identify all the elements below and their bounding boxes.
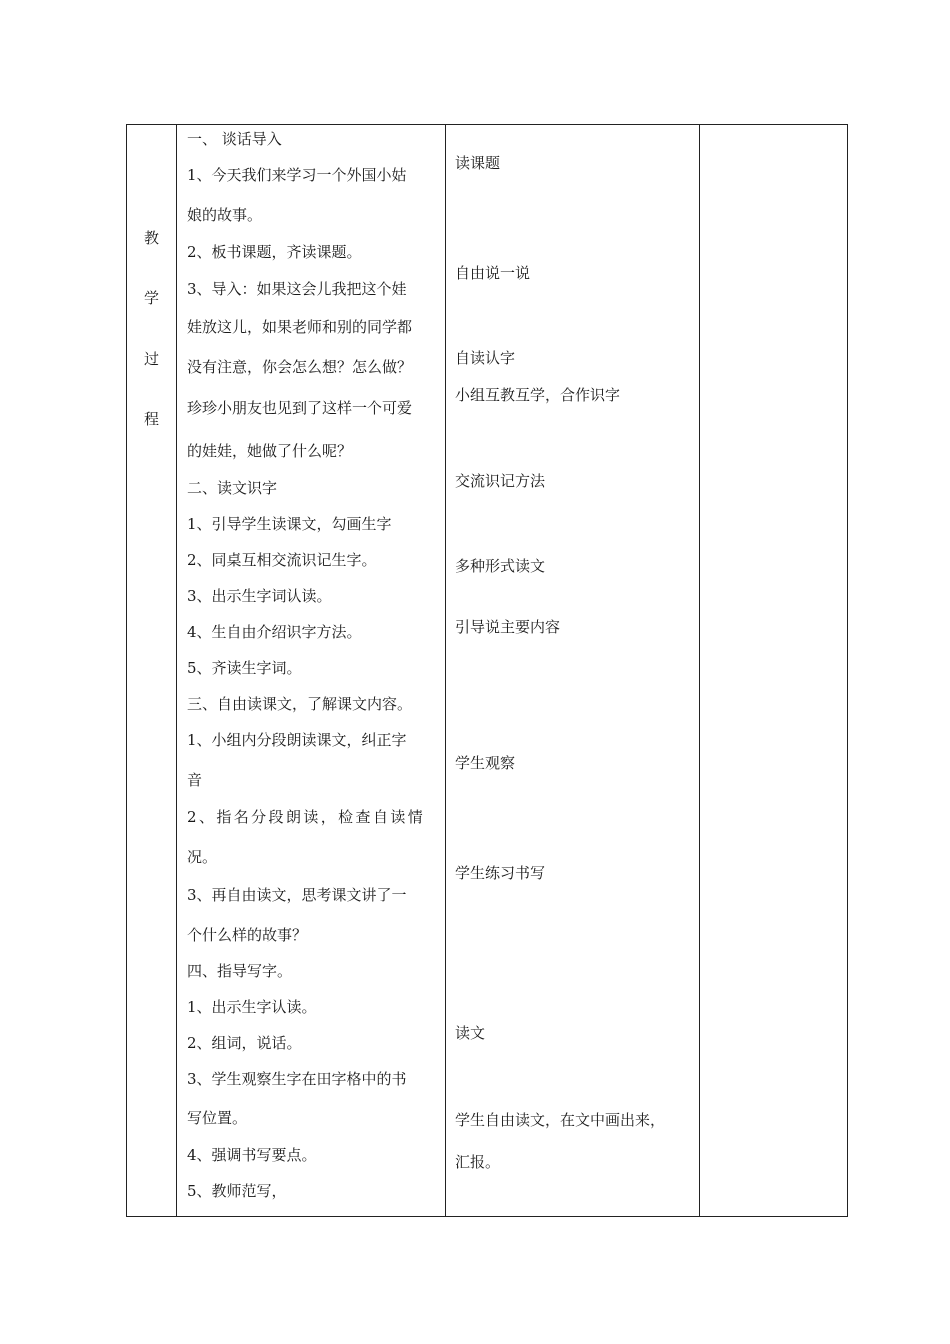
student-line: 读课题: [455, 154, 501, 172]
student-line: 汇报。: [455, 1153, 501, 1171]
student-line: 学生练习书写: [455, 864, 546, 882]
section-label-char: 教: [143, 229, 159, 247]
teacher-line: 二、读文识字: [187, 479, 278, 497]
teacher-line: 4、生自由介绍识字方法。: [187, 623, 362, 641]
teacher-line: 没有注意，你会怎么想？怎么做？: [187, 358, 413, 376]
teacher-line: 个什么样的故事？: [187, 926, 308, 944]
column-divider: [699, 125, 700, 1216]
student-line: 多种形式读文: [455, 557, 546, 575]
teacher-line: 音: [187, 771, 203, 789]
teacher-line: 5、齐读生字词。: [187, 659, 302, 677]
teacher-line: 1、今天我们来学习一个外国小姑: [187, 166, 407, 184]
teacher-line: 1、小组内分段朗读课文，纠正字: [187, 731, 407, 749]
student-line: 引导说主要内容: [455, 618, 561, 636]
section-label-char: 程: [143, 410, 159, 428]
teacher-line: 2、同桌互相交流识记生字。: [187, 551, 377, 569]
teacher-line: 3、学生观察生字在田字格中的书: [187, 1070, 407, 1088]
teacher-line: 四、指导写字。: [187, 962, 293, 980]
teacher-line: 一、 谈话导入: [187, 130, 282, 148]
section-label-char: 过: [143, 350, 159, 368]
student-line: 小组互教互学，合作识字: [455, 386, 621, 404]
teacher-line: 3、导入：如果这会儿我把这个娃: [187, 280, 407, 298]
teacher-line: 2、组词，说话。: [187, 1034, 302, 1052]
teacher-line: 娃放这儿，如果老师和别的同学都: [187, 318, 413, 336]
teacher-line: 况。: [187, 848, 218, 866]
teacher-line: 4、强调书写要点。: [187, 1146, 317, 1164]
teacher-line: 3、再自由读文，思考课文讲了一: [187, 886, 407, 904]
student-line: 学生自由读文，在文中画出来，: [455, 1111, 666, 1129]
column-divider: [176, 125, 177, 1216]
lesson-table: [126, 124, 848, 1217]
teacher-line: 5、教师范写，: [187, 1182, 287, 1200]
column-divider: [445, 125, 446, 1216]
teacher-line: 1、出示生字认读。: [187, 998, 317, 1016]
teacher-line: 2、指名分段朗读，检查自读情: [187, 808, 426, 826]
student-line: 学生观察: [455, 754, 516, 772]
student-line: 自由说一说: [455, 264, 531, 282]
student-line: 交流识记方法: [455, 472, 546, 490]
section-label-char: 学: [143, 289, 159, 307]
teacher-line: 娘的故事。: [187, 206, 263, 224]
teacher-line: 的娃娃，她做了什么呢？: [187, 442, 353, 460]
student-line: 读文: [455, 1024, 486, 1042]
teacher-line: 写位置。: [187, 1109, 248, 1127]
teacher-line: 1、引导学生读课文，勾画生字: [187, 515, 392, 533]
teacher-line: 三、自由读课文，了解课文内容。: [187, 695, 413, 713]
teacher-line: 珍珍小朋友也见到了这样一个可爱: [187, 399, 413, 417]
teacher-line: 2、板书课题，齐读课题。: [187, 243, 362, 261]
student-line: 自读认字: [455, 349, 516, 367]
teacher-line: 3、出示生字词认读。: [187, 587, 332, 605]
